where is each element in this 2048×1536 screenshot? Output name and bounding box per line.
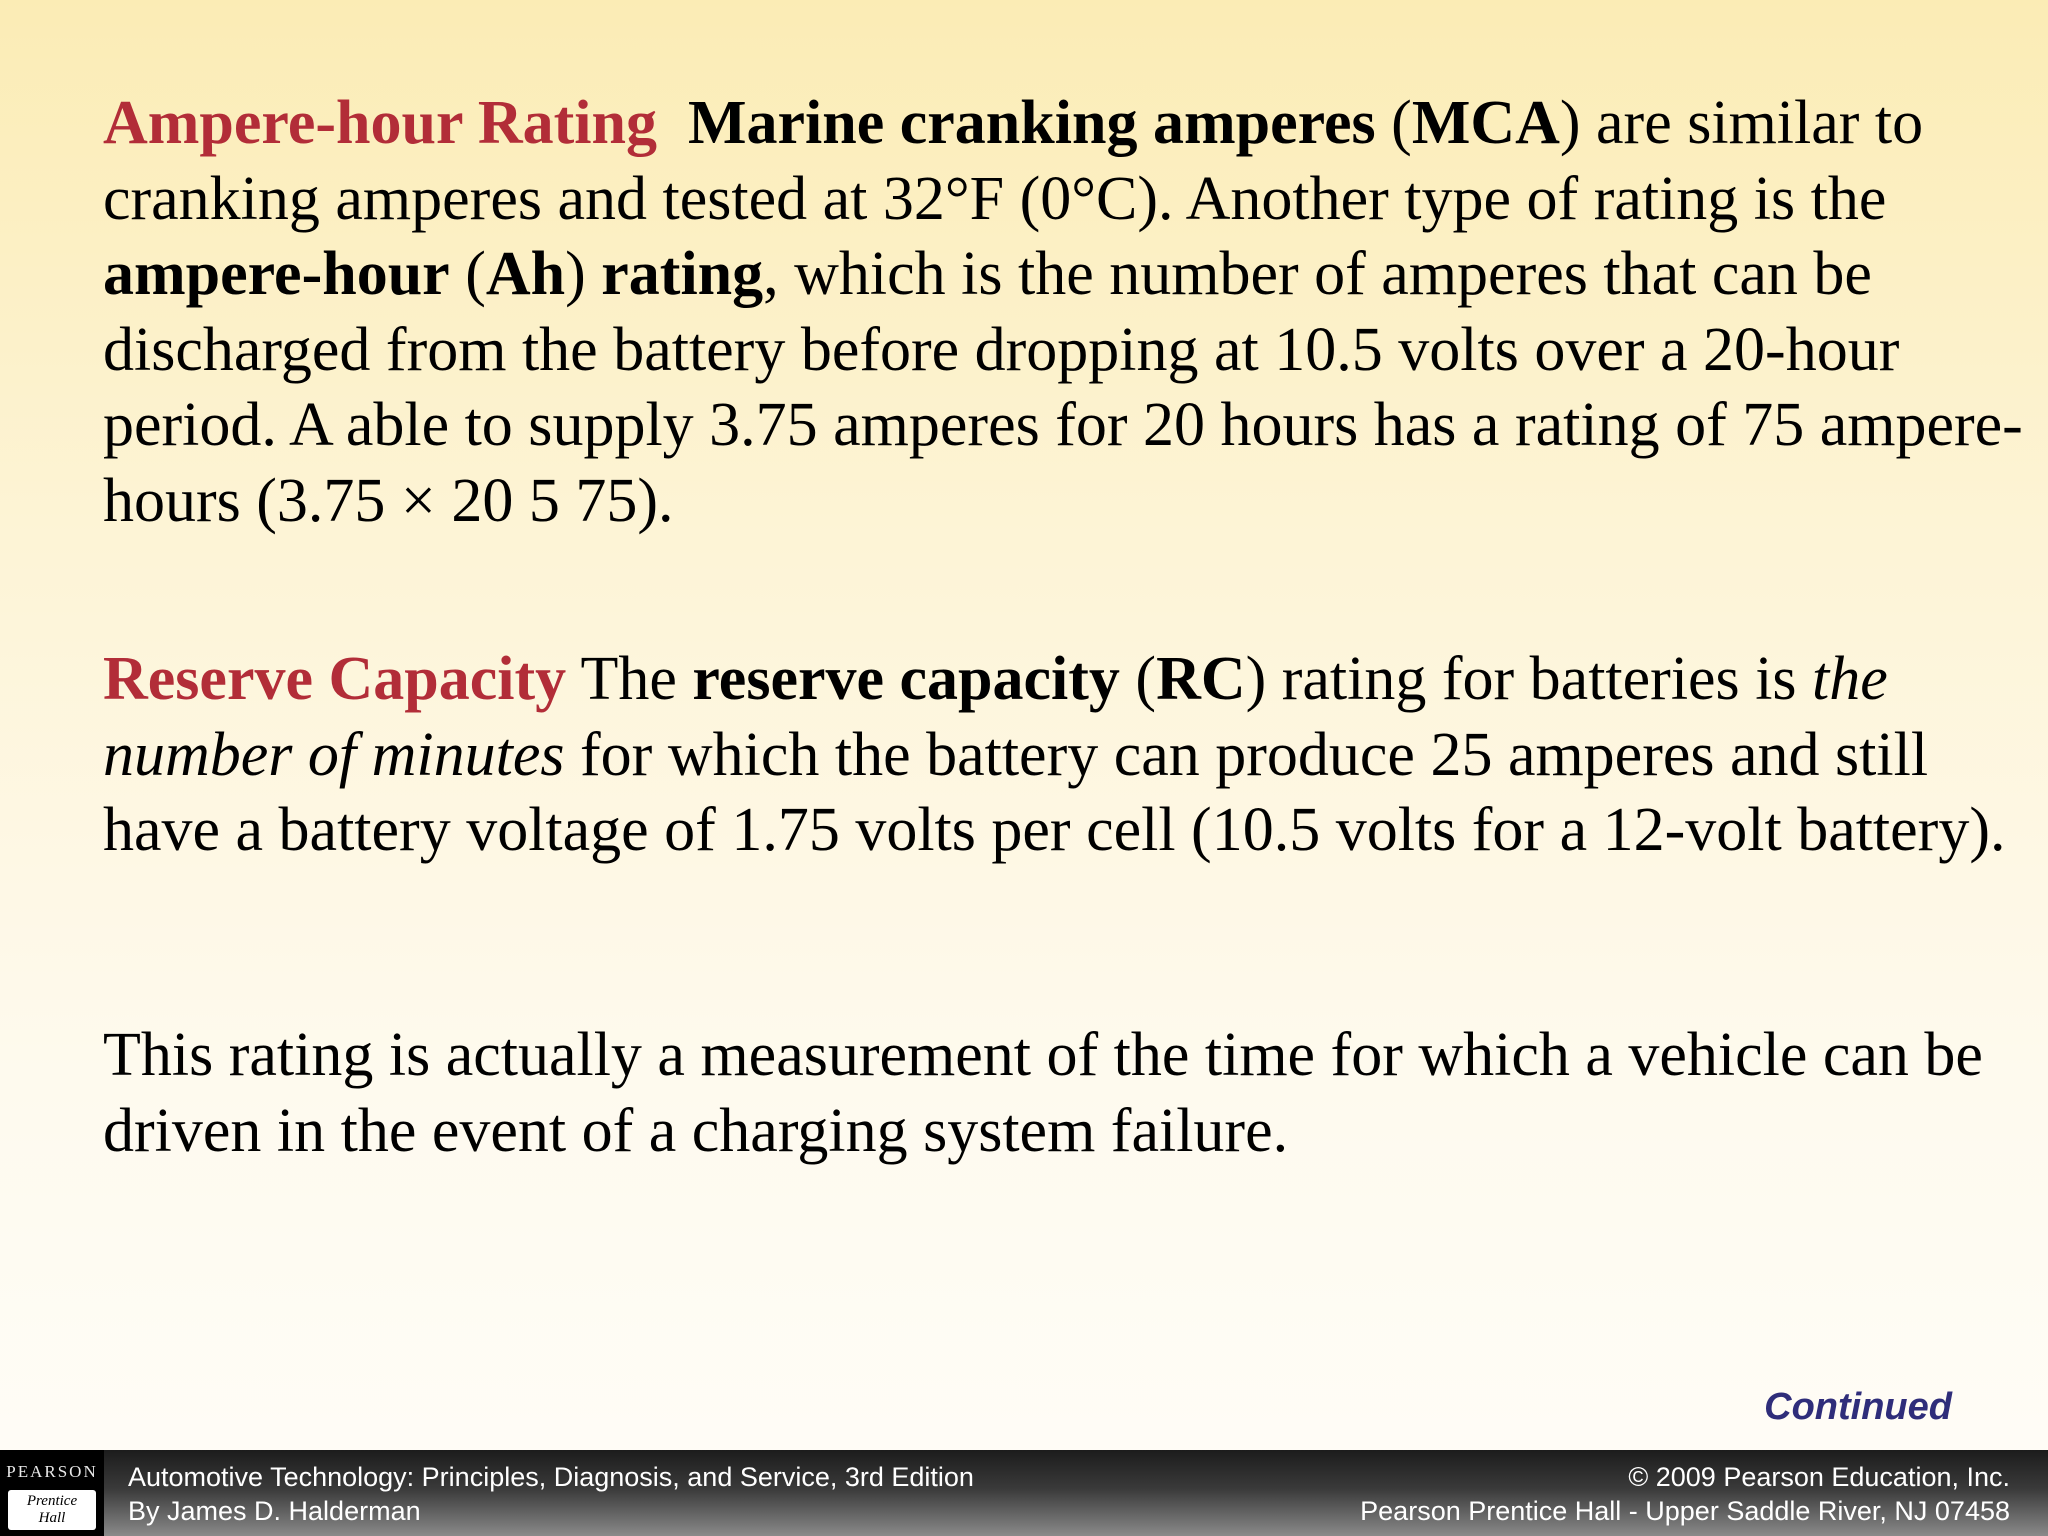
paragraph-text: ) rating for batteries is: [1245, 645, 1813, 713]
footer-book-info: [128, 1460, 974, 1528]
paragraph-text: The: [566, 645, 693, 713]
number-of-minutes-phrase: the number of minutes: [103, 645, 1888, 789]
rc-abbrev: RC: [1156, 645, 1246, 713]
note-paragraph: This rating is actually a measurement of the time for which a vehicle can be driven in the event of a charging system failure.: [103, 1021, 1983, 1165]
book-author: By James D. Halderman: [128, 1496, 421, 1526]
mca-abbrev: MCA: [1411, 89, 1560, 157]
prentice-hall-logo-mark: [8, 1490, 96, 1530]
copyright-text: © 2009 Pearson Education, Inc.: [1628, 1462, 2010, 1492]
footer-bar: [0, 1450, 2048, 1536]
paragraph-text: (: [449, 240, 486, 308]
paragraph-text: (: [1119, 645, 1157, 713]
paragraph-text: , which is the number of amperes that can be discharged from the battery before dropping at 10.5 volts over a 20-hour period. A able to supply 3.75 amperes for 20 hours has a rating of 75 ampere-hours (3.75 × 20 5 75).: [103, 240, 2023, 535]
rating-term: rating: [601, 240, 764, 308]
ampere-hour-paragraph: [103, 86, 2023, 539]
reserve-capacity-term: reserve capacity: [692, 645, 1120, 713]
footer-publisher-info: [1360, 1460, 2010, 1528]
continued-label: Continued: [1764, 1386, 1952, 1428]
logo-line: Prentice: [26, 1493, 78, 1509]
ampere-hour-term: ampere-hour: [103, 240, 450, 308]
paragraph-text: ) are similar to cranking amperes and tested at 32°F (0°C). Another type of rating is the: [103, 89, 1924, 233]
paragraph-text: for which the battery can produce 25 amperes and still have a battery voltage of 1.75 volts per cell (10.5 volts for a 12-volt battery).: [103, 720, 2006, 864]
pearson-logo: [0, 1450, 104, 1536]
ampere-hour-heading: Ampere-hour Rating: [103, 89, 657, 157]
paragraph-text: (: [1375, 89, 1412, 157]
reserve-capacity-paragraph: [103, 642, 2023, 869]
ah-abbrev: Ah: [485, 240, 566, 308]
paragraph-text: ): [565, 240, 602, 308]
reserve-capacity-heading: Reserve Capacity: [103, 645, 567, 713]
mca-term: Marine cranking amperes: [687, 89, 1376, 157]
logo-wordmark: PEARSON: [6, 1462, 98, 1481]
book-title: Automotive Technology: Principles, Diagnosis, and Service, 3rd Edition: [128, 1462, 974, 1492]
publisher-text: Pearson Prentice Hall - Upper Saddle River, NJ 07458: [1360, 1496, 2010, 1526]
logo-line: Hall: [38, 1510, 66, 1526]
